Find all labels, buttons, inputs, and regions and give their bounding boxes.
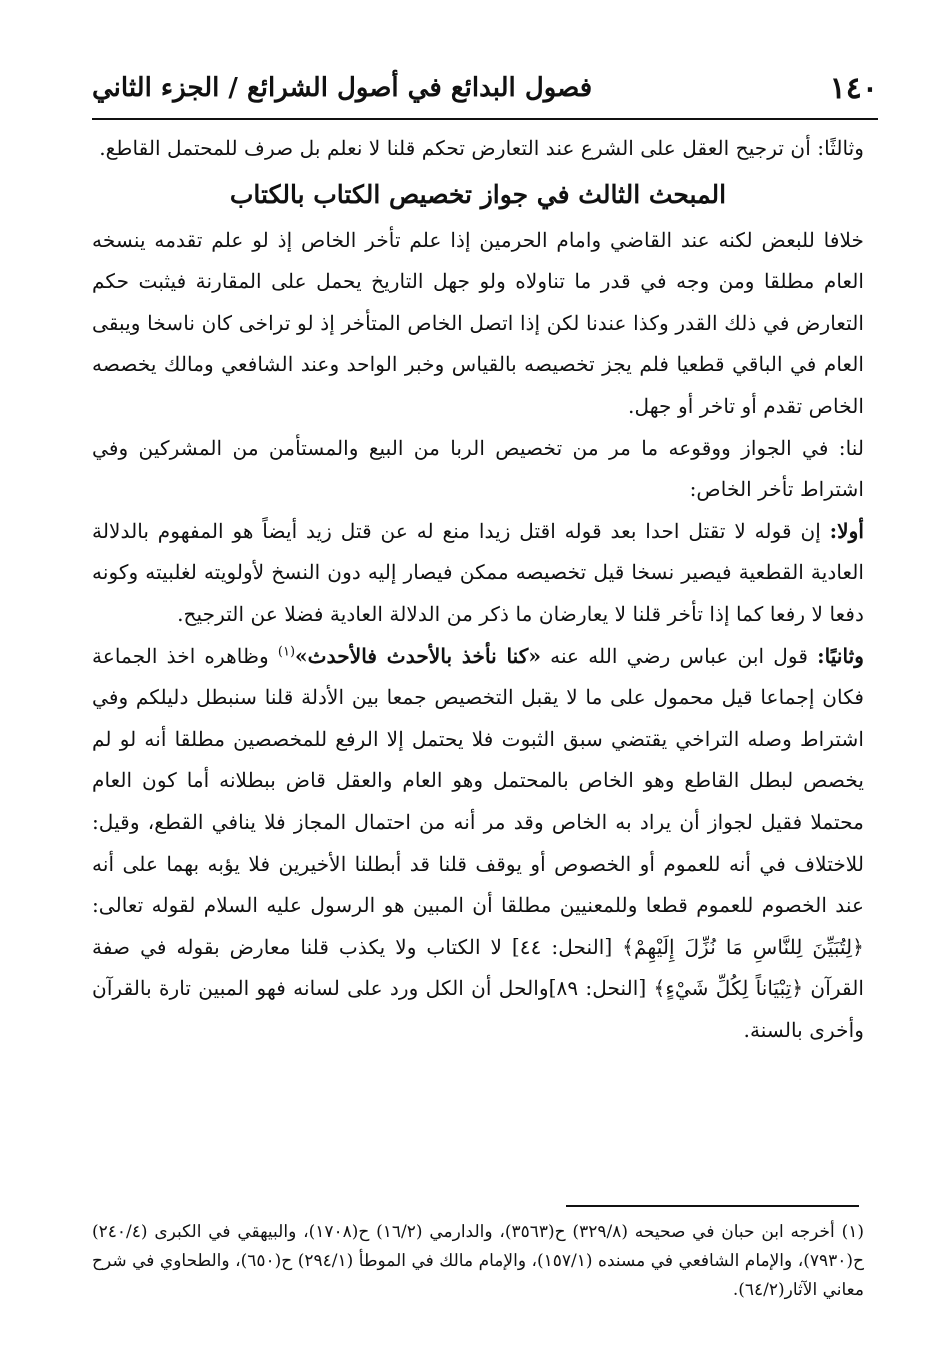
page-number: ١٤٠ [829,70,878,106]
paragraph-4-text-a: قول ابن عباس رضي الله عنه [540,643,818,668]
paragraph-4 [92,636,864,1052]
footnote: (١) أخرجه ابن حبان في صحيحه (٣٢٩/٨) ح(٣٥٦٣)، والدارمي (١٦/٢) ح(١٧٠٨)، والبيهقي في الكبرى (٢٤٠/٤) ح(٧٩٣٠)، والإمام الشافعي في مسنده (١٥٧/١)، والإمام مالك في الموطأ (٢٩٤/١) ح(٦٥٠)، والطحاوي في شرح معاني الآثار(٦٤/٢). [92,1222,864,1300]
page-header [92,64,878,112]
paragraph-3-text: إن قوله لا تقتل احدا بعد قوله اقتل زيدا منع له عن قتل زيد أيضاً هو المفهوم بالدلالة العادية القطعية فيصير نسخا قيل تخصيصه ممكن فيصار إليه دون النسخ لأولويته لغلبيته وكونه دفعا لا رفعا كما إذا تأخر قلنا لا يعارضان ما ذكر من الدلالة العادية فضلا عن الترجيح. [92,518,864,626]
paragraph-4-lead: وثانيًا: [817,643,864,668]
paragraph-4-text-b: وظاهره اخذ الجماعة فكان إجماعا قيل محمول على ما لا يقبل التخصيص جمعا بين الأدلة قلنا سنبطل دليلكم وفي اشتراط وصله التراخي يقتضي سبق الثبوت فلا يحتمل إلا الرفع للمخصصين مطلقا أنه لو لم يخصص لبطل القاطع وهو الخاص بالمحتمل وهو العام والعقل قاض ببطلانه أما كون العام محتملا فقيل لجواز أن يراد به الخاص وقد مر أنه من احتمال المجاز فلا ينافي القطع، وقيل: للاختلاف في أنه للعموم أو الخصوص أو يوقف قلنا قد أبطلنا الأخيرين فلا يؤبه بهما على أنه عند الخصوم للعموم قطعا وللمعنيين مطلقا أن المبين هو الرسول عليه السلام لقوله تعالى: ﴿لِتُبَيِّنَ لِلنَّاسِ مَا نُزِّلَ إِلَيْهِمْ﴾ [النحل: ٤٤] لا الكتاب ولا يكذب قلنا معارض بقوله في صفة القرآن ﴿تِبْيَاناً لِكُلِّ شَيْءٍ﴾ [النحل: ٨٩]والحل أن الكل ورد على لسانه فهو المبين تارة بالقرآن وأخرى بالسنة. [92,643,864,1042]
footnote-divider [566,1205,859,1207]
paragraph-2: لنا: في الجواز ووقوعه ما مر من تخصيص الربا من البيع والمستأمن من المشركين وفي اشتراط تأخر الخاص: [92,435,864,502]
section-heading: المبحث الثالث في جواز تخصيص الكتاب بالكتاب [229,179,727,209]
footnote-reference[interactable]: (١) [277,643,296,659]
intro-paragraph: وثالثًا: أن ترجيح العقل على الشرع عند التعارض تحكم قلنا لا نعلم بل صرف للمحتمل القاطع. [99,136,864,160]
paragraph-1: خلافا للبعض لكنه عند القاضي وامام الحرمين إذا علم تأخر الخاص إذ لو علم تقدمه ينسخه العام مطلقا ومن وجه في قدر ما تناولاه ولو جهل التاريخ يحمل على المقارنة فيثبت حكم التعارض في ذلك القدر وكذا عندنا لكن إذا اتصل الخاص المتأخر إذ لو تراخى كان ناسخا ويبقى العام في الباقي قطعيا فلم يجز تخصيصه بالقياس وخبر الواحد وعند الشافعي ومالك يخصصه الخاص تقدم أو تاخر أو جهل. [92,227,864,418]
main-text [92,128,864,1051]
header-divider [92,118,878,120]
paragraph-3-lead: أولا: [829,518,864,543]
running-title: فصول البدائع في أصول الشرائع / الجزء الثاني [92,73,593,103]
quoted-saying: «كنا نأخذ بالأحدث فالأحدث» [295,643,541,668]
paragraph-3 [92,511,864,636]
